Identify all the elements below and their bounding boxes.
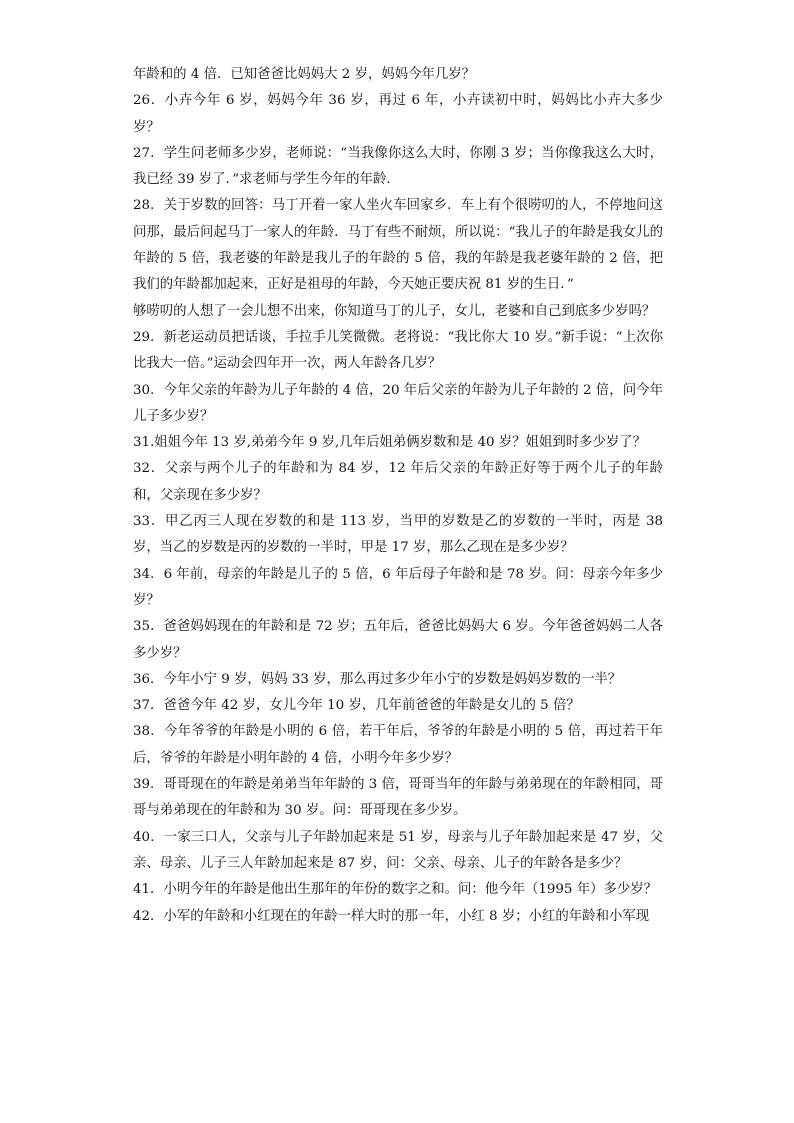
problem-list <box>133 62 663 930</box>
problem-26: 26．小卉今年 6 岁，妈妈今年 36 岁，再过 6 年，小卉读初中时，妈妈比小卉大多少岁？ <box>133 93 663 135</box>
problem-41: 41．小明今年的年龄是他出生那年的年份的数字之和。问：他今年（1995 年）多少岁？ <box>133 882 658 898</box>
problem-27: 27．学生问老师多少岁，老师说：“当我像你这么大时，你刚 3 岁；当你像我这么大时，我已经 39 岁了．”求老师与学生今年的年龄． <box>133 145 663 188</box>
problem-28: 28．关于岁数的回答：马丁开着一家人坐火车回家乡．车上有个很唠叨的人，不停地问这问那，最后问起马丁一家人的年龄．马丁有些不耐烦，所以说：“我儿子的年龄是我女儿的年龄的 5 倍，我老婆的年龄是我儿子的年龄的 5 倍，我的年龄是我老婆年龄的 2 倍，把我们的年龄都加起来，正好是祖母的年龄，今天她正要庆祝 81 岁的生日．” <box>133 198 663 293</box>
problem-39: 39．哥哥现在的年龄是弟弟当年年龄的 3 倍，哥哥当年的年龄与弟弟现在的年龄相同，哥哥与弟弟现在的年龄和为 30 岁。问：哥哥现在多少岁。 <box>133 777 663 819</box>
problem-35: 35．爸爸妈妈现在的年龄和是 72 岁；五年后，爸爸比妈妈大 6 岁。今年爸爸妈妈二人各多少岁？ <box>133 619 663 661</box>
problem-30: 30．今年父亲的年龄为儿子年龄的 4 倍，20 年后父亲的年龄为儿子年龄的 2 倍，问今年儿子多少岁？ <box>133 382 663 424</box>
problem-36: 36．今年小宁 9 岁，妈妈 33 岁，那么再过多少年小宁的岁数是妈妈岁数的一半？ <box>133 671 622 687</box>
problem-28-question: 够唠叨的人想了一会儿想不出来，你知道马丁的儿子，女儿，老婆和自己到底多少岁吗？ <box>133 303 656 319</box>
problem-25-continuation: 年龄和的 4 倍．已知爸爸比妈妈大 2 岁，妈妈今年几岁？ <box>133 67 476 82</box>
problem-37: 37．爸爸今年 42 岁，女儿今年 10 岁，几年前爸爸的年龄是女儿的 5 倍？ <box>133 698 580 714</box>
problem-42: 42．小军的年龄和小红现在的年龄一样大时的那一年，小红 8 岁；小红的年龄和小军现 <box>133 908 650 924</box>
problem-32: 32．父亲与两个儿子的年龄和为 84 岁，12 年后父亲的年龄正好等于两个儿子的年龄和，父亲现在多少岁？ <box>133 461 663 503</box>
problem-31: 31.姐姐今年 13 岁,弟弟今年 9 岁,几年后姐弟俩岁数和是 40 岁？姐姐到时多少岁了？ <box>133 435 647 451</box>
problem-40: 40．一家三口人，父亲与儿子年龄加起来是 51 岁，母亲与儿子年龄加起来是 47 岁，父亲、母亲、儿子三人年龄加起来是 87 岁，问：父亲、母亲、儿子的年龄各是多少？ <box>133 829 663 871</box>
problem-38: 38．今年爷爷的年龄是小明的 6 倍，若干年后，爷爷的年龄是小明的 5 倍，再过若干年后，爷爷的年龄是小明年龄的 4 倍，小明今年多少岁？ <box>133 724 663 766</box>
problem-29: 29．新老运动员把话谈，手拉手儿笑微微。老将说：“我比你大 10 岁。”新手说：“上次你比我大一倍。”运动会四年开一次，两人年龄各几岁？ <box>133 329 663 372</box>
problem-34: 34．6 年前，母亲的年龄是儿子的 5 倍，6 年后母子年龄和是 78 岁。问：母亲今年多少岁？ <box>133 566 663 608</box>
problem-33: 33．甲乙丙三人现在岁数的和是 113 岁，当甲的岁数是乙的岁数的一半时，丙是 38 岁，当乙的岁数是丙的岁数的一半时，甲是 17 岁，那么乙现在是多少岁？ <box>133 514 663 556</box>
